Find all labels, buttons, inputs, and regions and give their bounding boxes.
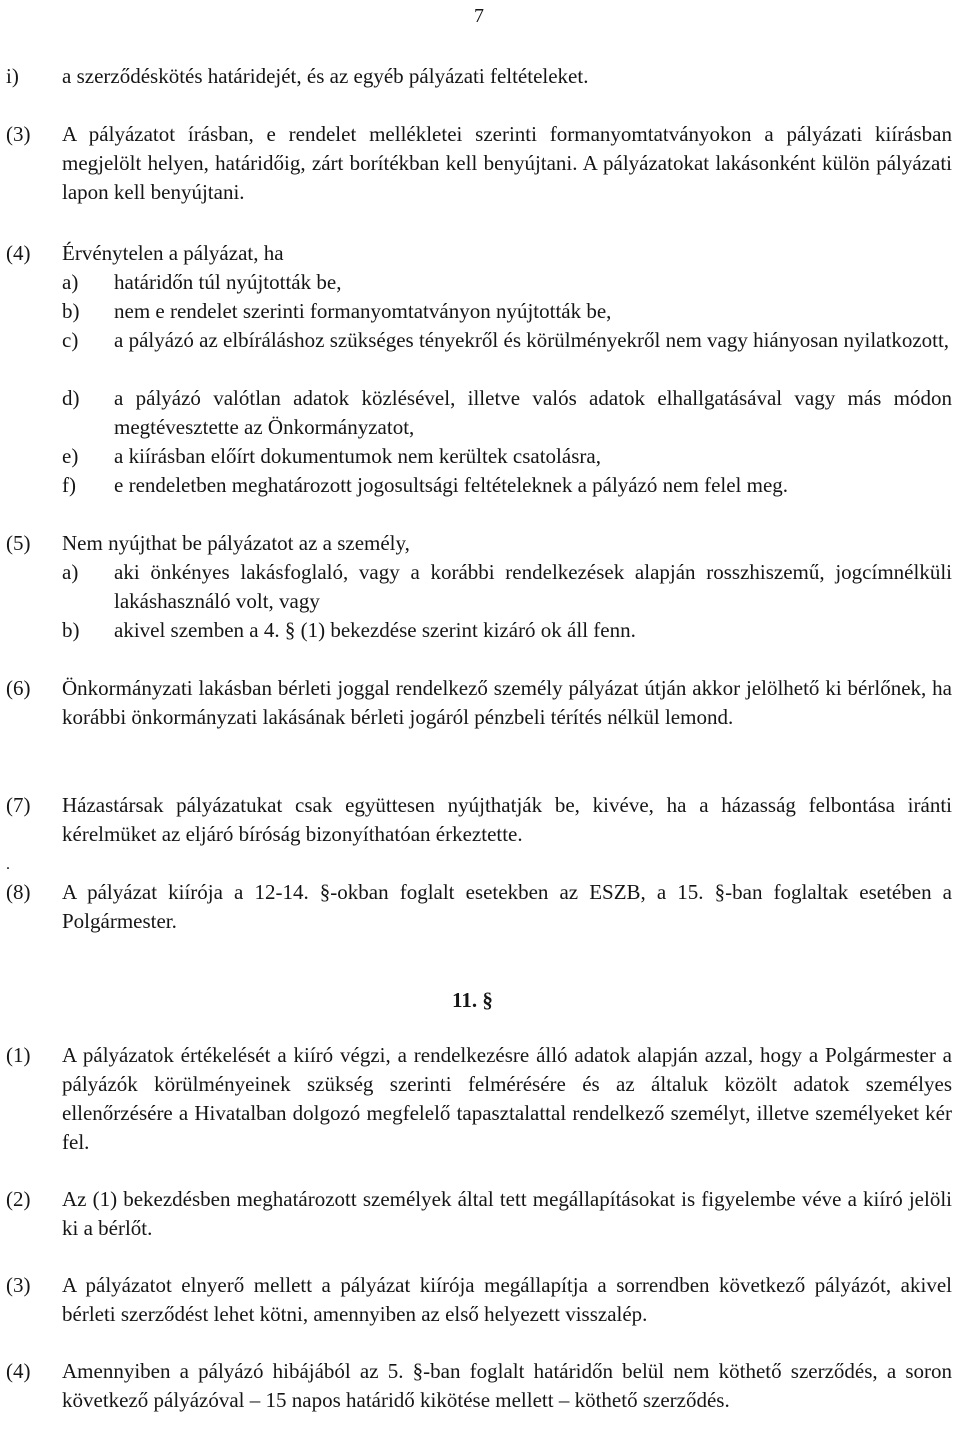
paragraph-text: Amennyiben a pályázó hibájából az 5. §-ban foglalt határidőn belül nem köthető szerződés, a soron következő pályázóval – 15 napos határidő kikötése mellett – köthető szerződés. (62, 1359, 952, 1412)
item-letter: a) (62, 560, 79, 584)
paragraph-number: (4) (6, 241, 31, 265)
paragraph-number: (3) (6, 122, 31, 146)
paragraph-text: A pályázat kiírója a 12-14. §-okban foglalt esetekben az ESZB, a 15. §-ban foglaltak esetében a Polgármester. (62, 880, 952, 933)
paragraph-number: (2) (6, 1187, 31, 1211)
paragraph-number: (6) (6, 676, 31, 700)
section-heading: 11. § (452, 988, 493, 1012)
item-letter: d) (62, 386, 80, 410)
item-text: aki önkényes lakásfoglaló, vagy a korábbi rendelkezések alapján rosszhiszemű, jogcímnélküli lakáshasználó volt, vagy (114, 560, 952, 613)
item-letter: f) (62, 473, 76, 497)
paragraph-number: (5) (6, 531, 31, 555)
item-letter: b) (62, 299, 80, 323)
item-letter: i) (6, 64, 19, 88)
item-text: határidőn túl nyújtották be, (114, 270, 342, 294)
paragraph-text: Önkormányzati lakásban bérleti joggal rendelkező személy pályázat útján akkor jelölhető ki bérlőnek, ha korábbi önkormányzati lakásának bérleti jogáról pénzbeli térítés nélkül lemond. (62, 676, 952, 729)
paragraph-number: (7) (6, 793, 31, 817)
item-text: a pályázó valótlan adatok közlésével, illetve valós adatok elhallgatásával vagy más módon megtévesztette az Önkormányzatot, (114, 386, 952, 439)
item-text: nem e rendelet szerinti formanyomtatványon nyújtották be, (114, 299, 612, 323)
paragraph-number: (8) (6, 880, 31, 904)
item-text: a szerződéskötés határidejét, és az egyéb pályázati feltételeket. (62, 64, 589, 88)
item-text: a pályázó az elbíráláshoz szükséges tényekről és körülményekről nem vagy hiányosan nyilatkozott, (114, 328, 950, 352)
page-number: 7 (474, 5, 484, 27)
paragraph-number: (3) (6, 1273, 31, 1297)
paragraph-text: A pályázatot írásban, e rendelet mellékletei szerinti formanyomtatványokon a pályázati kiírásban megjelölt helyen, határidőig, zárt borítékban kell benyújtani. A pályázatokat lakásonként külön pályázati lapon kell benyújtani. (62, 122, 952, 204)
paragraph-text: Házastársak pályázatukat csak együttesen nyújthatják be, kivéve, ha a házasság felbontása iránti kérelmüket az eljáró bíróság bizonyíthatóan érkeztette. (62, 793, 952, 846)
paragraph-text: Az (1) bekezdésben meghatározott személyek által tett megállapításokat is figyelembe véve a kiíró jelöli ki a bérlőt. (62, 1187, 952, 1240)
item-letter: b) (62, 618, 80, 642)
paragraph-number: (1) (6, 1043, 31, 1067)
paragraph-lead: Nem nyújthat be pályázatot az a személy, (62, 531, 410, 555)
paragraph-number: (4) (6, 1359, 31, 1383)
item-letter: a) (62, 270, 79, 294)
paragraph-text: A pályázatok értékelését a kiíró végzi, a rendelkezésre álló adatok alapján azzal, hogy a Polgármester a pályázók körülményeinek szükség szerinti felmérésére és az általuk közölt adatok személyes ellenőrzésére a Hivatalban dolgozó megfelelő tapasztalattal rendelkező személyt, illetve személyeket kér fel. (62, 1043, 952, 1154)
item-letter: c) (62, 328, 79, 352)
item-text: akivel szemben a 4. § (1) bekezdése szerint kizáró ok áll fenn. (114, 618, 636, 642)
item-text: a kiírásban előírt dokumentumok nem kerültek csatolásra, (114, 444, 601, 468)
item-letter: e) (62, 444, 79, 468)
paragraph-text: A pályázatot elnyerő mellett a pályázat kiírója megállapítja a sorrendben következő pályázót, akivel bérleti szerződést lehet kötni, amennyiben az első helyezett visszalép. (62, 1273, 952, 1326)
item-text: e rendeletben meghatározott jogosultsági feltételeknek a pályázó nem felel meg. (114, 473, 789, 497)
paragraph-lead: Érvénytelen a pályázat, ha (62, 241, 284, 265)
stray-mark: . (6, 856, 10, 873)
